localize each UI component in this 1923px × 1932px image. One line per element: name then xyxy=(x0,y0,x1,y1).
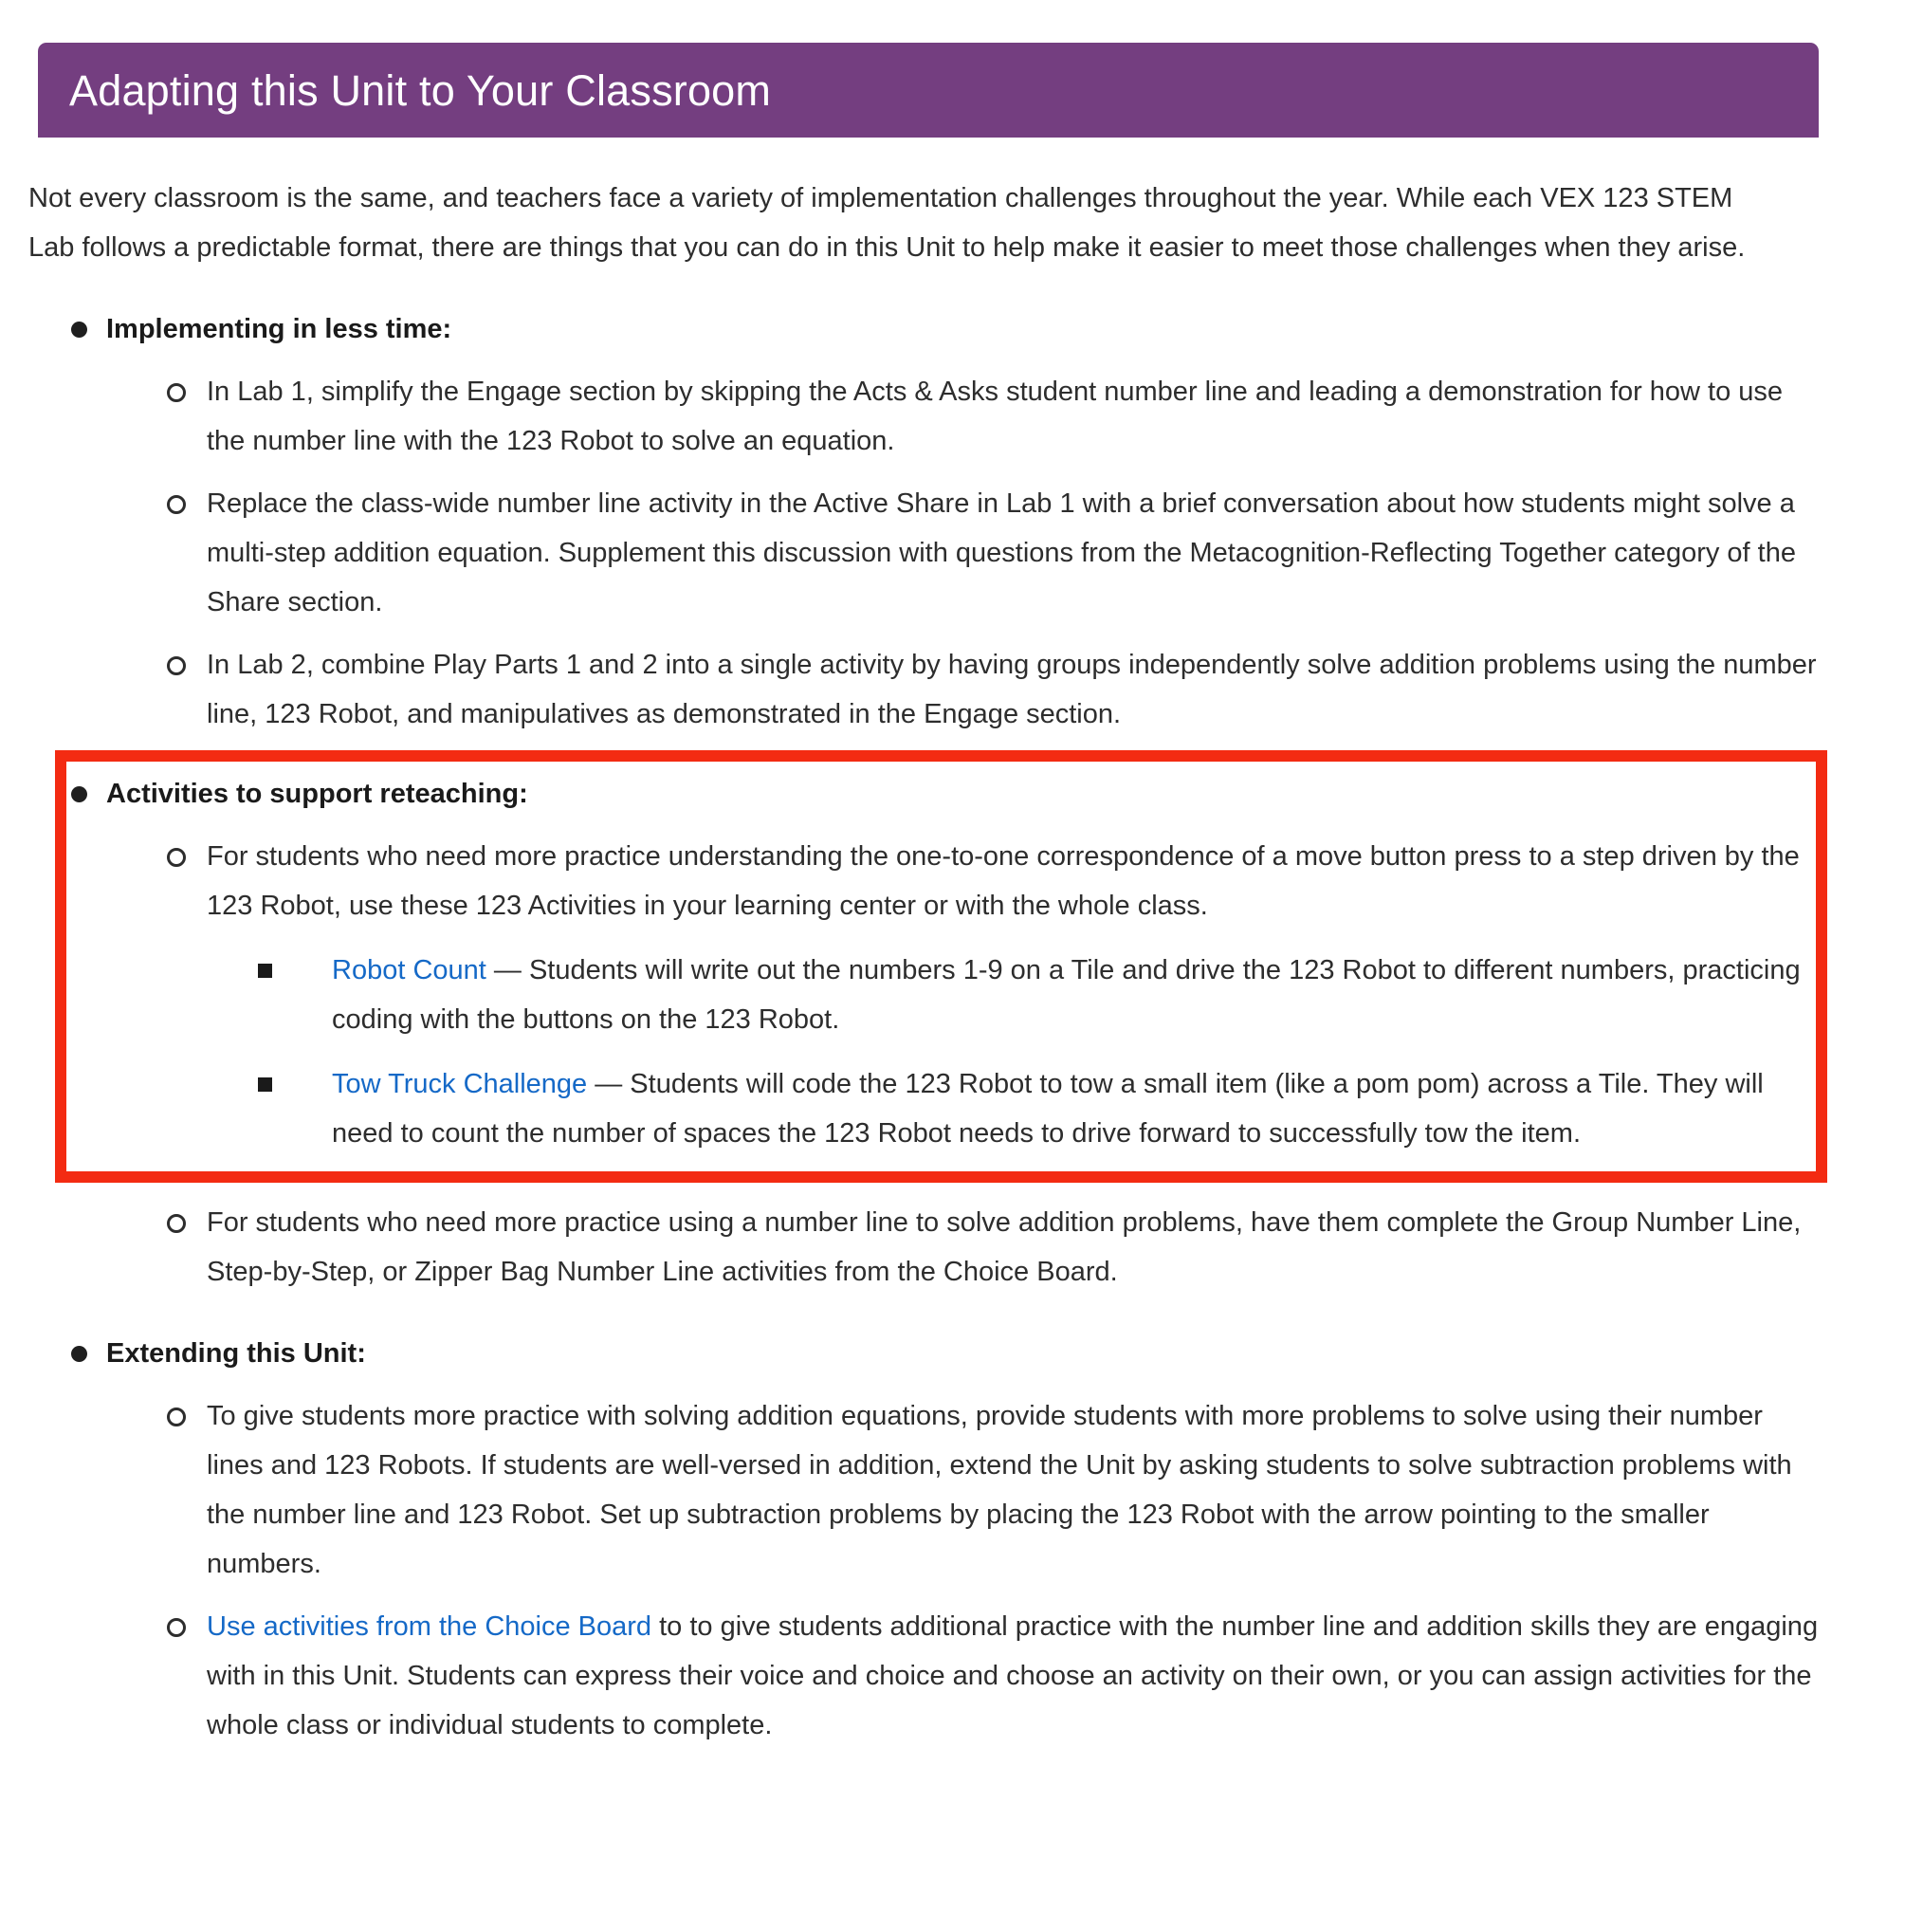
list-heading: Implementing in less time: xyxy=(106,314,452,344)
list-item-implementing xyxy=(0,304,1923,354)
page-title: Adapting this Unit to Your Classroom xyxy=(69,65,772,115)
list-item-description: — Students will code the 123 Robot to tow a small item (like a pom pom) across a Tile. They will need to count the number of spaces the 123 Robot needs to drive forward to successfully tow the item. xyxy=(332,1069,1764,1149)
list-item xyxy=(0,1198,1923,1297)
list-item-text: To give students more practice with solving addition equations, provide students with more problems to solve using their number lines and 123 Robots. If students are well-versed in addition, extend the Unit by asking students to solve subtraction problems with the number line and 123 Robot. Set up subtraction problems by placing the 123 Robot with the arrow pointing to the smaller numbers. xyxy=(207,1401,1792,1579)
list-item xyxy=(66,832,1816,930)
list-heading: Extending this Unit: xyxy=(106,1338,366,1369)
bullet-disc-icon xyxy=(71,1346,87,1362)
bullet-square-icon xyxy=(258,964,272,978)
list-item-text: In Lab 2, combine Play Parts 1 and 2 into a single activity by having groups independently solve addition problems using the number line, 123 Robot, and manipulatives as demonstrated in the Engage section. xyxy=(207,650,1817,729)
choice-board-link[interactable]: Use activities from the Choice Board xyxy=(207,1611,652,1642)
bullet-circle-icon xyxy=(167,495,186,514)
bullet-square-icon xyxy=(258,1077,272,1092)
tow-truck-challenge-link[interactable]: Tow Truck Challenge xyxy=(332,1069,588,1099)
list-item-description: — Students will write out the numbers 1-9 on a Tile and drive the 123 Robot to different numbers, practicing coding with the buttons on the 123 Robot. xyxy=(332,955,1801,1035)
bullet-circle-icon xyxy=(167,848,186,867)
bullet-circle-icon xyxy=(167,1408,186,1426)
robot-count-link[interactable]: Robot Count xyxy=(332,955,486,985)
list-item-tow-truck-challenge xyxy=(66,1059,1816,1158)
bullet-circle-icon xyxy=(167,656,186,675)
list-item-text xyxy=(332,946,1816,1044)
list-item-text: In Lab 1, simplify the Engage section by skipping the Acts & Asks student number line and leading a demonstration for how to use the number line with the 123 Robot to solve an equation. xyxy=(207,377,1784,456)
list-item-text xyxy=(207,1602,1825,1750)
bullet-circle-icon xyxy=(167,1214,186,1233)
bullet-circle-icon xyxy=(167,1618,186,1637)
bullet-circle-icon xyxy=(167,383,186,402)
list-item xyxy=(0,1391,1923,1589)
list-item-choice-board xyxy=(0,1602,1923,1750)
list-item xyxy=(0,367,1923,466)
list-item-description: to to give students additional practice with the number line and addition skills they are engaging with in this Unit. Students can express their voice and choice and choose an activity on their own, or you can assign activities for the whole class or individual students to complete. xyxy=(207,1611,1819,1740)
intro-paragraph: Not every classroom is the same, and teachers face a variety of implementation challenges throughout the year. While each VEX 123 STEM Lab follows a predictable format, there are things that you can do in this Unit to help make it easier to meet those challenges when they arise. xyxy=(28,183,1746,263)
list-item-reteaching xyxy=(66,769,1816,819)
list-item-robot-count xyxy=(66,946,1816,1044)
list-item-text: For students who need more practice understanding the one-to-one correspondence of a move button press to a step driven by the 123 Robot, use these 123 Activities in your learning center or with the whole class. xyxy=(207,841,1800,921)
list-item-text: Replace the class-wide number line activity in the Active Share in Lab 1 with a brief conversation about how students might solve a multi-step addition equation. Supplement this discussion with questions from the Metacognition-Reflecting Together category of the Share section. xyxy=(207,488,1796,617)
list-item xyxy=(0,640,1923,739)
list-item-text xyxy=(332,1059,1816,1158)
annotation-red-box xyxy=(55,750,1827,1183)
bullet-disc-icon xyxy=(71,322,87,338)
list-item-text: For students who need more practice using a number line to solve addition problems, have them complete the Group Number Line, Step-by-Step, or Zipper Bag Number Line activities from the Choice Board. xyxy=(207,1207,1802,1287)
section-header-bar xyxy=(38,43,1819,138)
list-heading: Activities to support reteaching: xyxy=(106,779,528,809)
bullet-disc-icon xyxy=(71,786,87,802)
list-item-extending xyxy=(0,1329,1923,1378)
list-item xyxy=(0,479,1923,627)
